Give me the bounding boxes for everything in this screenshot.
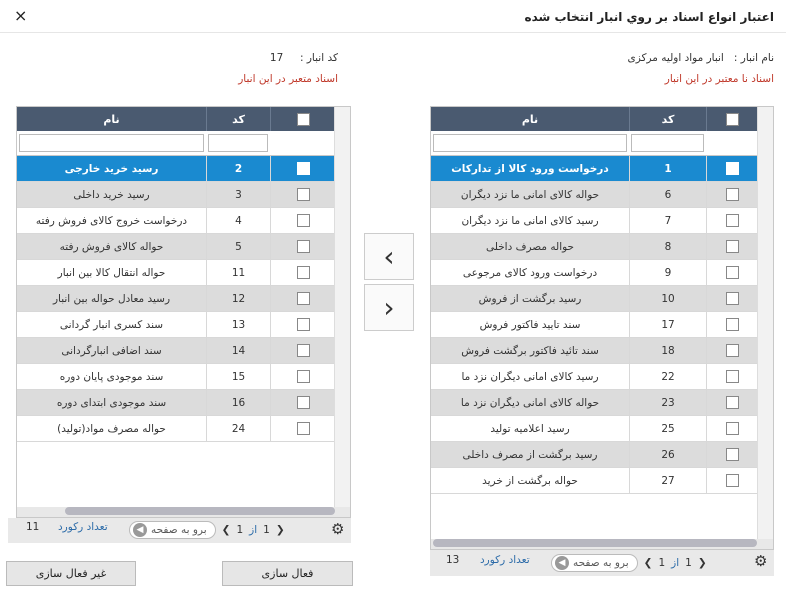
select-all-header[interactable] xyxy=(270,107,335,131)
horizontal-scrollbar[interactable] xyxy=(17,507,350,517)
row-checkbox-cell[interactable] xyxy=(270,286,335,311)
row-name: رسید خرید داخلی xyxy=(73,188,150,201)
row-code: 16 xyxy=(206,390,270,415)
row-name: حواله کالای فروش رفته xyxy=(59,240,164,253)
pager xyxy=(551,554,707,572)
row-code: 14 xyxy=(206,338,270,363)
row-name: سند موجودی پایان دوره xyxy=(59,370,164,383)
goto-page-button[interactable] xyxy=(551,554,638,572)
row-checkbox[interactable] xyxy=(726,162,739,175)
table-row[interactable] xyxy=(431,364,757,390)
valid-docs-label: اسناد متعبر در این انبار xyxy=(238,73,338,85)
row-checkbox[interactable] xyxy=(297,266,310,279)
table-row[interactable] xyxy=(431,234,757,260)
code-filter-input[interactable] xyxy=(631,134,704,152)
row-name: رسید برگشت از مصرف داخلی xyxy=(462,448,598,461)
horizontal-scrollbar[interactable] xyxy=(431,539,773,549)
select-all-checkbox[interactable] xyxy=(726,113,739,126)
row-checkbox-cell[interactable] xyxy=(270,208,335,233)
row-checkbox[interactable] xyxy=(297,370,310,383)
row-checkbox-cell[interactable] xyxy=(706,338,757,363)
row-checkbox[interactable] xyxy=(726,474,739,487)
prev-page-icon[interactable]: ❮ xyxy=(643,557,653,569)
row-code: 27 xyxy=(629,468,706,493)
row-code: 8 xyxy=(629,234,706,259)
window-title: اعتبار انواع اسناد بر روي انبار انتخاب شده xyxy=(524,10,774,24)
row-checkbox[interactable] xyxy=(726,422,739,435)
vertical-scrollbar[interactable] xyxy=(334,107,350,507)
code-column-header[interactable]: کد xyxy=(629,107,706,131)
right-pager-bar xyxy=(430,550,774,576)
row-checkbox[interactable] xyxy=(297,292,310,305)
total-pages: 1 xyxy=(236,524,244,536)
activate-button[interactable]: فعال سازی xyxy=(222,561,353,586)
row-checkbox-cell[interactable] xyxy=(706,286,757,311)
row-checkbox[interactable] xyxy=(726,396,739,409)
row-code: 1 xyxy=(629,156,706,181)
row-name: رسید اعلامیه تولید xyxy=(490,422,570,435)
goto-page-button[interactable] xyxy=(129,521,216,539)
row-name: درخواست خروج کالای فروش رفته xyxy=(35,214,188,227)
row-code: 7 xyxy=(629,208,706,233)
row-code: 13 xyxy=(206,312,270,337)
row-checkbox-cell[interactable] xyxy=(706,468,757,493)
invalid-docs-grid xyxy=(430,106,774,550)
name-column-header[interactable]: نام xyxy=(103,112,120,126)
row-checkbox-cell[interactable] xyxy=(706,260,757,285)
row-code: 5 xyxy=(206,234,270,259)
table-row[interactable] xyxy=(17,234,335,260)
row-checkbox[interactable] xyxy=(726,370,739,383)
name-filter-input[interactable] xyxy=(19,134,204,152)
row-code: 25 xyxy=(629,416,706,441)
table-row[interactable] xyxy=(431,390,757,416)
row-code: 2 xyxy=(206,156,270,181)
record-count-value: 11 xyxy=(26,521,40,533)
of-label: از xyxy=(671,557,680,569)
row-name: سند کسری انبار گردانی xyxy=(59,318,164,331)
table-row[interactable] xyxy=(17,208,335,234)
warehouse-code-label: کد انبار : xyxy=(299,52,338,64)
row-checkbox[interactable] xyxy=(297,396,310,409)
grid-header xyxy=(17,107,335,131)
table-row[interactable] xyxy=(431,442,757,468)
next-page-icon[interactable]: ❯ xyxy=(275,524,285,536)
left-pager-bar xyxy=(8,518,351,543)
row-code: 15 xyxy=(206,364,270,389)
row-code: 11 xyxy=(206,260,270,285)
title-divider xyxy=(0,32,786,33)
gear-icon[interactable]: ⚙ xyxy=(331,520,345,538)
row-checkbox-cell[interactable] xyxy=(270,416,335,441)
goto-label: برو به صفحه xyxy=(151,524,207,536)
grid-body xyxy=(17,156,335,442)
table-row[interactable] xyxy=(17,364,335,390)
row-name: حواله برگشت از خرید xyxy=(482,474,578,487)
move-right-button[interactable]: › xyxy=(364,284,414,331)
row-name: رسید کالای امانی دیگران نزد ما xyxy=(461,370,599,383)
name-column-header[interactable]: نام xyxy=(521,112,539,126)
row-name: حواله مصرف مواد(تولید) xyxy=(57,422,166,435)
row-name: سند موجودی ابتدای دوره xyxy=(56,396,167,409)
row-code: 12 xyxy=(206,286,270,311)
valid-docs-grid xyxy=(16,106,351,518)
warehouse-name-value: انبار مواد اولیه مرکزی xyxy=(627,52,724,64)
select-all-checkbox[interactable] xyxy=(297,113,310,126)
row-code: 22 xyxy=(629,364,706,389)
goto-label: برو به صفحه xyxy=(573,557,629,569)
warehouse-code-info xyxy=(240,52,338,64)
row-checkbox-cell[interactable] xyxy=(706,156,757,181)
warehouse-name-info xyxy=(628,52,775,64)
prev-page-icon[interactable]: ❮ xyxy=(221,524,231,536)
row-name: رسید خرید خارجی xyxy=(64,162,159,175)
row-checkbox[interactable] xyxy=(726,344,739,357)
row-checkbox-cell[interactable] xyxy=(706,390,757,415)
row-checkbox-cell[interactable] xyxy=(270,390,335,415)
row-name: رسید برگشت از فروش xyxy=(478,292,582,305)
row-checkbox[interactable] xyxy=(726,266,739,279)
warehouse-name-label: نام انبار : xyxy=(733,52,774,64)
scroll-thumb[interactable] xyxy=(65,507,335,515)
row-checkbox[interactable] xyxy=(726,292,739,305)
code-filter-input[interactable] xyxy=(208,134,268,152)
row-name: درخواست ورود کالا از تدارکات xyxy=(451,162,609,175)
table-row[interactable] xyxy=(17,390,335,416)
row-name: حواله مصرف داخلی xyxy=(485,240,575,253)
row-checkbox-cell[interactable] xyxy=(706,312,757,337)
row-checkbox[interactable] xyxy=(726,448,739,461)
deactivate-button[interactable]: غیر فعال سازی xyxy=(6,561,136,586)
row-name: حواله انتقال کالا بین انبار xyxy=(57,266,166,279)
name-filter-input[interactable] xyxy=(433,134,627,152)
table-row[interactable] xyxy=(17,156,335,182)
row-name: سند تایید فاکتور فروش xyxy=(479,318,581,331)
row-checkbox[interactable] xyxy=(726,188,739,201)
table-row[interactable] xyxy=(431,468,757,494)
grid-body xyxy=(431,156,757,494)
table-row[interactable] xyxy=(431,416,757,442)
row-name: رسید معادل حواله بین انبار xyxy=(52,292,171,305)
row-code: 9 xyxy=(629,260,706,285)
record-count-value: 13 xyxy=(446,554,460,566)
goto-arrow-icon: ◀ xyxy=(133,523,147,537)
row-checkbox-cell[interactable] xyxy=(706,364,757,389)
table-row[interactable] xyxy=(17,338,335,364)
next-page-icon[interactable]: ❯ xyxy=(697,557,707,569)
record-count-label: تعداد رکورد xyxy=(480,554,530,566)
row-checkbox[interactable] xyxy=(297,240,310,253)
pager xyxy=(129,521,285,539)
row-name: سند تائید فاکتور برگشت فروش xyxy=(461,344,599,357)
row-checkbox-cell[interactable] xyxy=(270,260,335,285)
goto-arrow-icon: ◀ xyxy=(555,556,569,570)
row-code: 23 xyxy=(629,390,706,415)
table-row[interactable] xyxy=(431,312,757,338)
row-name: حواله کالای امانی ما نزد دیگران xyxy=(460,188,600,201)
of-label: از xyxy=(249,524,258,536)
row-code: 10 xyxy=(629,286,706,311)
row-code: 17 xyxy=(629,312,706,337)
filter-row xyxy=(17,131,335,156)
row-checkbox-cell[interactable] xyxy=(706,416,757,441)
row-checkbox[interactable] xyxy=(726,240,739,253)
row-checkbox[interactable] xyxy=(297,214,310,227)
scroll-thumb[interactable] xyxy=(433,539,757,547)
row-code: 3 xyxy=(206,182,270,207)
table-row[interactable] xyxy=(17,312,335,338)
row-code: 26 xyxy=(629,442,706,467)
row-code: 24 xyxy=(206,416,270,441)
row-checkbox[interactable] xyxy=(297,162,310,175)
table-row[interactable] xyxy=(431,208,757,234)
row-checkbox-cell[interactable] xyxy=(270,338,335,363)
row-name: درخواست ورود کالای مرجوعی xyxy=(462,266,598,279)
select-all-header[interactable] xyxy=(706,107,757,131)
row-checkbox[interactable] xyxy=(726,214,739,227)
table-row[interactable] xyxy=(431,156,757,182)
close-icon[interactable]: × xyxy=(14,6,28,25)
table-row[interactable] xyxy=(17,286,335,312)
row-code: 6 xyxy=(629,182,706,207)
row-checkbox-cell[interactable] xyxy=(706,182,757,207)
row-code: 18 xyxy=(629,338,706,363)
current-page: 1 xyxy=(685,557,692,569)
filter-row xyxy=(431,131,757,156)
invalid-docs-label: اسناد نا معتبر در این انبار xyxy=(664,73,774,85)
row-checkbox-cell[interactable] xyxy=(270,312,335,337)
row-checkbox-cell[interactable] xyxy=(270,156,335,181)
current-page: 1 xyxy=(263,524,270,536)
row-name: رسید کالای امانی ما نزد دیگران xyxy=(461,214,599,227)
row-checkbox-cell[interactable] xyxy=(706,208,757,233)
row-checkbox-cell[interactable] xyxy=(706,442,757,467)
table-row[interactable] xyxy=(17,182,335,208)
vertical-scrollbar[interactable] xyxy=(757,107,773,539)
row-checkbox-cell[interactable] xyxy=(270,364,335,389)
move-left-button[interactable]: ‹ xyxy=(364,233,414,280)
row-checkbox-cell[interactable] xyxy=(270,182,335,207)
warehouse-code-value: 17 xyxy=(269,52,284,64)
table-row[interactable] xyxy=(17,260,335,286)
row-checkbox[interactable] xyxy=(297,422,310,435)
grid-header xyxy=(431,107,757,131)
total-pages: 1 xyxy=(658,557,666,569)
row-checkbox[interactable] xyxy=(297,344,310,357)
row-checkbox-cell[interactable] xyxy=(270,234,335,259)
row-code: 4 xyxy=(206,208,270,233)
row-checkbox[interactable] xyxy=(297,188,310,201)
code-column-header[interactable]: کد xyxy=(206,107,270,131)
table-row[interactable] xyxy=(431,286,757,312)
table-row[interactable] xyxy=(431,260,757,286)
row-checkbox[interactable] xyxy=(726,318,739,331)
table-row[interactable] xyxy=(431,338,757,364)
row-checkbox[interactable] xyxy=(297,318,310,331)
table-row[interactable] xyxy=(431,182,757,208)
table-row[interactable] xyxy=(17,416,335,442)
row-name: حواله کالای امانی دیگران نزد ما xyxy=(460,396,600,409)
gear-icon[interactable]: ⚙ xyxy=(754,552,768,570)
row-checkbox-cell[interactable] xyxy=(706,234,757,259)
row-name: سند اضافی انبارگردانی xyxy=(61,344,162,357)
record-count-label: تعداد رکورد xyxy=(58,521,108,533)
